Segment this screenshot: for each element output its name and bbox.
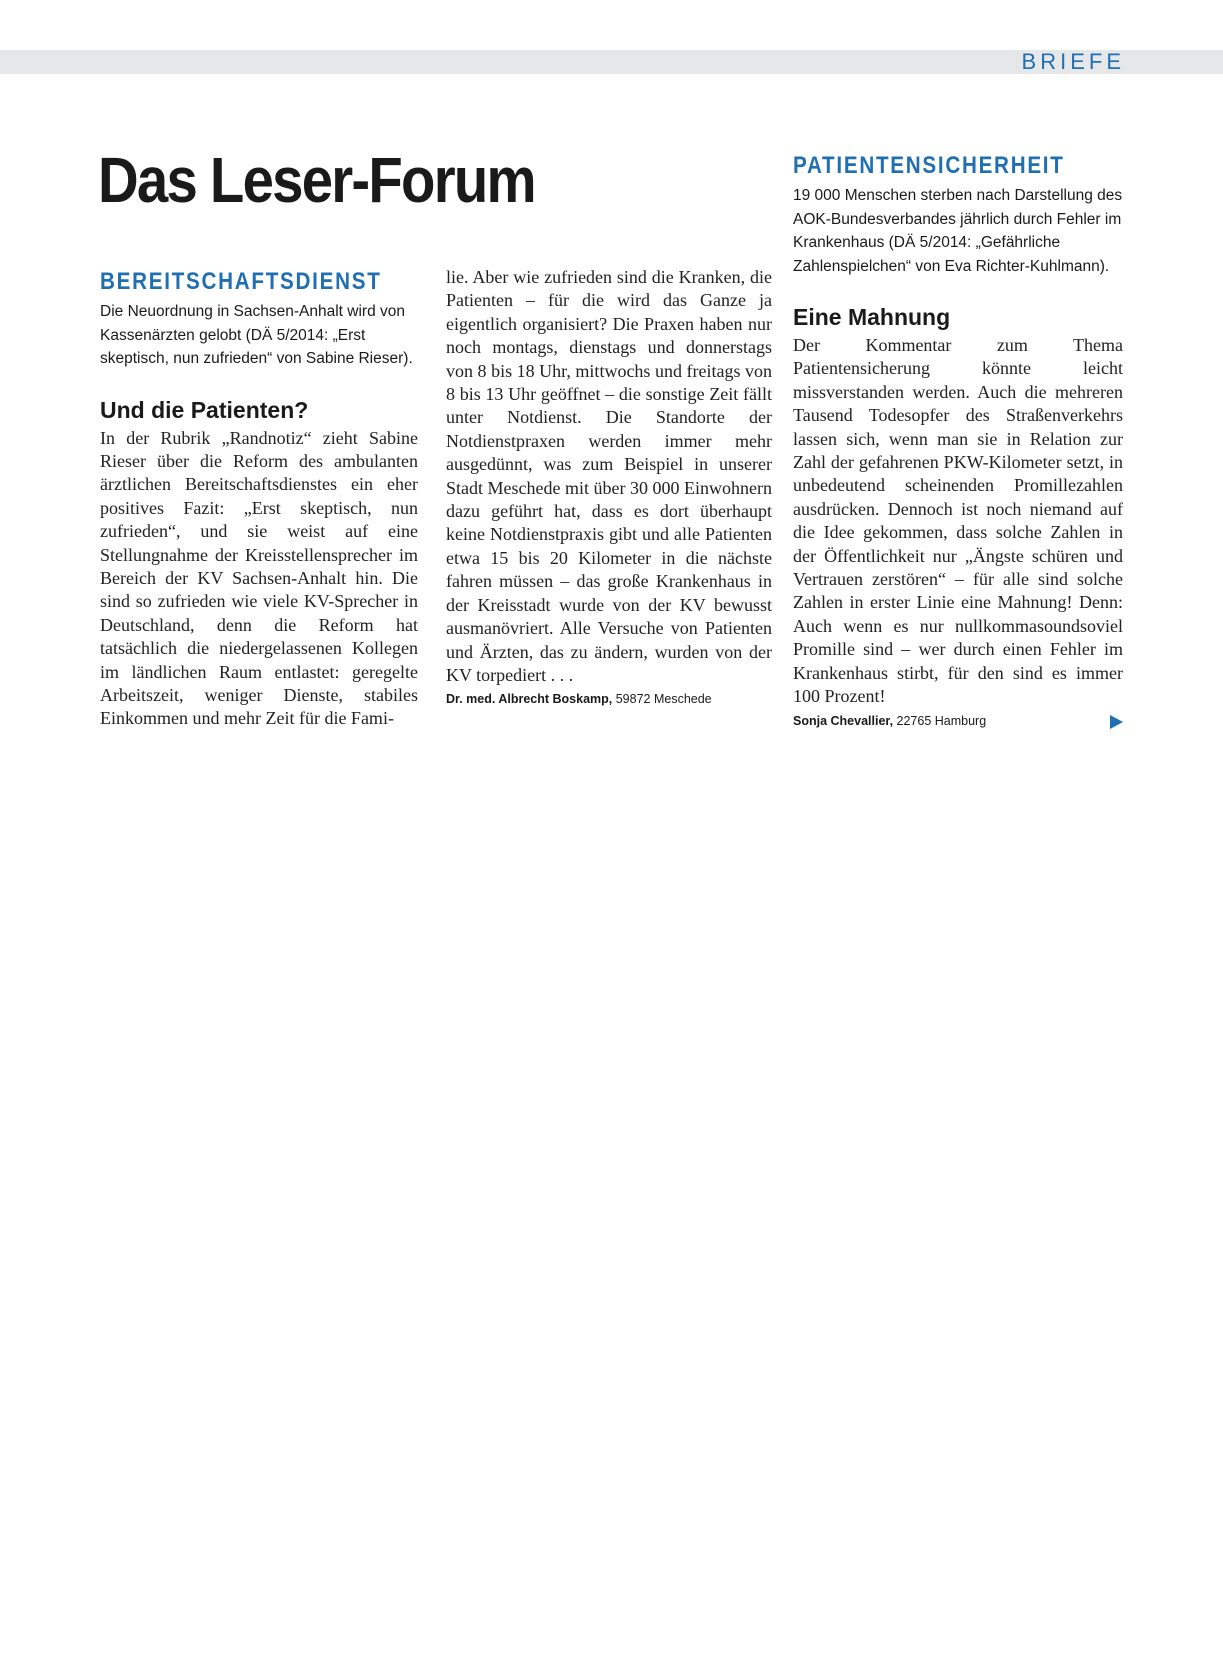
letter-2-summary: 19 000 Menschen sterben nach Darstellung des AOK-Bundesverbandes jährlich durch Fehler im Krankenhaus (DÄ 5/2014: „Gefährliche Zahlenspielchen“ von Eva Richter-Kuhlmann).	[793, 187, 1123, 275]
letter-1-column-2	[446, 266, 772, 709]
letter-2-column	[793, 150, 1123, 731]
letter-2-signature	[793, 711, 1123, 731]
letter-2-author-place: 22765 Hamburg	[896, 713, 987, 728]
letter-1-author-place: 59872 Meschede	[615, 692, 712, 707]
triangle-right-icon[interactable]	[1110, 715, 1123, 729]
letter-1-body-part-1: In der Rubrik „Randnotiz“ zieht Sabine Rieser über die Reform des ambulanten ärztlichen Bereitschaftsdienstes ein eher positives Fazit: „Erst skeptisch, nun zufrieden“, und sie weist auf eine Stellungnahme der Kreisstellensprecher im Bereich der KV Sachsen-Anhalt hin. Die sind so zufrieden wie viele KV-Sprecher in Deutschland, denn die Reform hat tatsächlich die niedergelassenen Kollegen im ländlichen Raum entlastet: geregelte Arbeitszeit, weniger Dienste, stabiles Einkommen und mehr Zeit für die Fami-	[100, 427, 418, 729]
letter-2-headline: Eine Mahnung	[793, 304, 951, 330]
letter-1-topic: BEREITSCHAFTSDIENST	[100, 268, 382, 295]
letter-2-topic: PATIENTENSICHERHEIT	[793, 152, 1065, 179]
letter-1-signature	[446, 689, 772, 709]
letter-1-author-name: Dr. med. Albrecht Boskamp,	[446, 692, 613, 707]
letter-1-summary: Die Neuordnung in Sachsen-Anhalt wird von Kassenärzten gelobt (DÄ 5/2014: „Erst skeptisch, nun zufrieden“ von Sabine Rieser).	[100, 303, 413, 367]
letter-2-body: Der Kommentar zum Thema Patientensicherung könnte leicht missverstanden werden. Auch die mehreren Tausend Todesopfer des Straßenverkehrs lassen sich, wenn man sie in Relation zur Zahl der gefahrenen PKW-Kilometer setzt, in unbedeutend scheinenden Promillezahlen ausdrücken. Dennoch ist noch niemand auf die Idee gekommen, dass solche Zahlen in der Öffentlichkeit nur „Ängste schüren und Vertrauen zerstören“ – für alle sind solche Zahlen in erster Linie eine Mahnung! Denn: Auch wenn es nur nullkommasoundsoviel Promille sind – wer durch einen Fehler im Krankenhaus stirbt, für den sind es immer 100 Prozent!	[793, 335, 1123, 707]
section-label: BRIEFE	[1021, 49, 1125, 74]
page-title: Das Leser-Forum	[98, 144, 535, 216]
letter-2-signature-row	[793, 711, 1123, 731]
letter-1-headline: Und die Patienten?	[100, 396, 309, 423]
letter-1-body-part-2: lie. Aber wie zufrieden sind die Kranken, die Patienten – für die wird das Ganze ja eigentlich organisiert? Die Praxen haben nur noch montags, dienstags und donnerstags von 8 bis 18 Uhr, mittwochs und freitags von 8 bis 13 Uhr geöffnet – die sonstige Zeit fällt unter Notdienst. Die Standorte der Notdienstpraxen werden immer mehr ausgedünnt, was zum Beispiel in unserer Stadt Meschede mit über 30 000 Einwohnern dazu geführt hat, dass es dort überhaupt keine Notdienstpraxis gibt und alle Patienten etwa 15 bis 20 Kilometer in die nächste fahren müssen – das große Krankenhaus in der Kreisstadt wurde von der KV bewusst ausmanövriert. Alle Versuche von Patienten und Ärzten, das zu ändern, wurden von der KV torpediert . . .	[446, 267, 772, 685]
letter-2-author-name: Sonja Chevallier,	[793, 713, 894, 728]
letter-1-column-1	[100, 266, 418, 731]
